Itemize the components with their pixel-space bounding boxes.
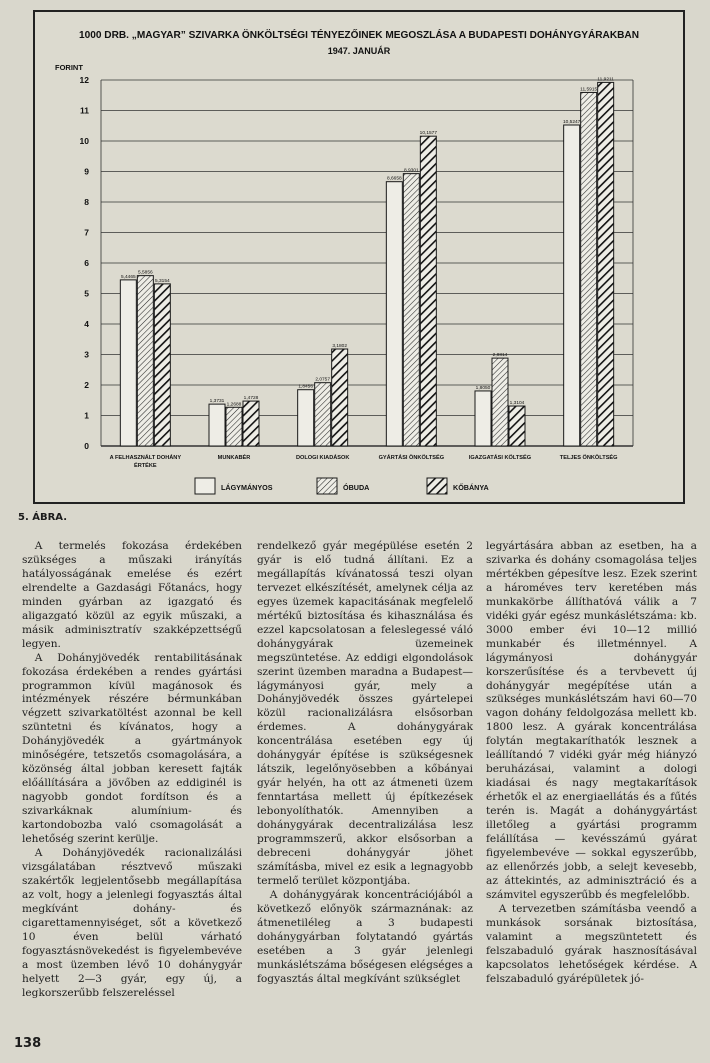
- data-label: 1,2688: [226, 402, 242, 408]
- data-label: 8,6658: [386, 176, 402, 182]
- data-label: 11,9211: [597, 77, 614, 83]
- bar: [226, 407, 242, 446]
- y-tick-label: 2: [84, 380, 89, 390]
- category-label: DOLOGI KIADÁSOK: [295, 455, 350, 461]
- bar: [154, 284, 170, 446]
- data-label: 5,5856: [137, 270, 153, 276]
- legend-label: LÁGYMÁNYOS: [221, 483, 273, 492]
- legend-swatch: [195, 478, 215, 494]
- data-label: 3,1802: [332, 344, 348, 350]
- bar: [564, 125, 580, 446]
- bar: [598, 82, 614, 446]
- paragraph: A termelés fokozása érdekében szükséges a műszaki irányítás hatályosságának emelése és ezért elrendelte a Gazdasági Főtanács, hogy minden gyárban az igazgató és aligazgató közül az egyik műszaki, a másik adminisztratív szakképzettségű legyen.: [22, 540, 242, 650]
- bar-chart: [35, 12, 683, 502]
- bar: [581, 92, 597, 446]
- y-tick-label: 7: [84, 227, 89, 238]
- y-tick-label: 0: [84, 441, 89, 451]
- bar: [209, 404, 225, 446]
- data-label: 2,0757: [315, 377, 331, 383]
- data-label: 1,3731: [209, 399, 225, 405]
- paragraph: A Dohányjövedék rentabilitásának fokozása érdekében a rendes gyártási programmon kívül magánosok és intézmények részére bérmunkában végzett szivarkatöltést azonnal be kell szüntetni és kívánatos, hogy a Dohányjövedék a gyártmányok minőségére, tetszetős csomagolására, a közönség által jobban keresett fajták előállítására a jövőben az eddiginél is nagyobb gondot fordítson és a szivarkáknak alumínium- és kartondobozba való csomagolását a lehetőség szerint kerülje.: [22, 651, 242, 846]
- category-label: A FELHASZNÁLT DOHÁNY: [109, 455, 182, 461]
- category-label: GYÁRTÁSI ÖNKÖLTSÉG: [378, 455, 445, 461]
- data-label: 11,5915: [580, 87, 598, 93]
- data-label: 1,8456: [298, 384, 314, 390]
- text-column-1: [22, 540, 242, 1000]
- y-tick-label: 3: [84, 349, 89, 360]
- paragraph: A dohánygyárak koncentrációjából a következő előnyök származnának: az átmenetiléleg a 3 budapesti dohánygyárban folytatandó gyártás esetében a 3 gyár jelenlegi munkáslétszáma bőségesen elégséges a fogyasztás által megkívánt szükséglet: [257, 888, 473, 985]
- data-label: 2,8814: [492, 353, 508, 359]
- figure-caption: 5. ÁBRA.: [18, 512, 68, 523]
- y-tick-label: 9: [84, 166, 89, 177]
- chart-title: 1000 DRB. „MAGYAR” SZIVARKA ÖNKÖLTSÉGI TÉNYEZŐINEK MEGOSZLÁSA A BUDAPESTI DOHÁNYGYÁRAKBAN: [79, 30, 644, 41]
- y-tick-label: 1: [84, 410, 89, 421]
- data-label: 10,5247: [562, 119, 581, 125]
- data-label: 10,1577: [419, 131, 438, 137]
- paragraph: A Dohányjövedék racionalizálási vizsgálatában résztvevő műszaki szakértők legjelentősebb megállapítása az volt, hogy a jelenlegi fogyasztás által megkívánt dohány- és cigarettamennyiséget, sőt a következő 10 éven belül várható fogyasztásnövekedést is figyelembevéve a most üzemben lévő 10 dohánygyár helyett 2—3 gyár, egy új, a legkorszerűbb felszereléssel: [22, 846, 242, 999]
- category-label: ÉRTÉKE: [133, 463, 157, 469]
- legend-swatch: [427, 478, 447, 494]
- y-tick-label: 11: [80, 105, 89, 116]
- legend-label: ÓBUDA: [343, 483, 370, 492]
- category-label: TELJES ÖNKÖLTSÉG: [559, 455, 618, 461]
- bar: [332, 349, 348, 446]
- bar: [137, 276, 153, 446]
- data-label: 1,3104: [509, 401, 525, 407]
- y-tick-label: 8: [84, 197, 89, 207]
- y-tick-label: 6: [84, 258, 89, 268]
- page-number: 138: [14, 1036, 42, 1051]
- y-tick-label: 10: [79, 136, 89, 146]
- bar: [492, 358, 508, 446]
- chart-subtitle: 1947. JANUÁR: [327, 46, 391, 56]
- bar: [403, 174, 419, 446]
- figure-frame: [33, 10, 685, 504]
- bar: [315, 383, 331, 446]
- legend-label: KŐBÁNYA: [453, 483, 489, 492]
- y-axis-label: FORINT: [55, 63, 83, 72]
- y-tick-label: 4: [84, 319, 89, 329]
- data-label: 8,9301: [403, 168, 419, 174]
- legend-swatch: [317, 478, 337, 494]
- bar: [298, 390, 314, 446]
- data-label: 5,3154: [154, 278, 170, 284]
- bar: [420, 136, 436, 446]
- data-label: 1,8050: [475, 385, 491, 391]
- text-column-3: [486, 540, 697, 987]
- paragraph: A tervezetben számításba veendő a munkások sorsának biztosítása, valamint a megszüntetett és felszabaduló gyárak hasznosításával kapcsolatos lehetőségek kérdése. A felszabaduló gyárépületek jó-: [486, 902, 697, 985]
- bar: [509, 406, 525, 446]
- category-label: MUNKABÉR: [217, 455, 251, 461]
- text-column-2: [257, 540, 473, 987]
- data-label: 1,4728: [243, 396, 259, 402]
- paragraph: legyártására abban az esetben, ha a szivarka és dohány csomagolása teljes mértékben gépesítve lesz. Ezek szerint a hároméves terv keretében más munkakörbe állíthatóvá válik a 7 vidéki gyár egész munkáslétszáma: kb. 3000 ember évi 10—12 millió munkabér és illetménnyel. A lágymányosi dohánygyár korszerűsítése és a tervbevett új dohánygyár megépítése után a szükséges munkáslétszám havi 60—70 vagon dohány feldolgozása mellett kb. 1800 lesz. A gyárak koncentrálása folytán megtakaríthatók lesznek a leállítandó 7 vidéki gyár még hiányzó beruházásai, valamint a dologi kiadásai és nagy megtakarítások érhetők el az energiaellátás és a fűtés terén is. Magát a dohánygyártást illetőleg a gyártási programm felállítása — kevésszámú gyárat figyelembevéve — sokkal egyszerűbb, az ellenőrzés jobb, a selejt kevesebb, az áttekintés, az adminisztráció és a számvitel egyszerűbb és megfelelőbb.: [486, 540, 697, 901]
- bar: [120, 280, 136, 446]
- paragraph: rendelkező gyár megépülése esetén 2 gyár is elő tudná állítani. Ez a megállapítás kívánatossá teszi olyan tervezet elkészítését, amelynek célja az egyes üzemek kapacitásának megfelelő mértékű biztosítása és kihasználása és ezzel kapcsolatosan a feleslegessé váló dohánygyárak üzemeinek megszüntetése. Az eddigi elgondolások szerint üzemben maradna a Budapest—lágymányosi gyár, mely a Dohányjövedék összes gyártelepei közül racionalizálásra elsősorban érdemes. A dohánygyárak koncentrálása esetében egy új dohánygyár építése is szükségesnek látszik, legelőnyösebben a kőbányai gyár helyén, ha ott az átmeneti üzem fenntartása mellett új építkezések lebonyolíthatók. Amennyiben a dohánygyárak decentralizálása lesz programmszerű, akkor elsősorban a debreceni dohánygyár jöhet számításba, mivel ez esik a legnagyobb termelő terület központjába.: [257, 540, 473, 887]
- category-label: IGAZGATÁSI KÖLTSÉG: [468, 455, 532, 461]
- bar: [475, 391, 491, 446]
- y-tick-label: 12: [79, 75, 89, 85]
- y-tick-label: 5: [84, 288, 89, 299]
- bar: [243, 401, 259, 446]
- bar: [386, 182, 402, 446]
- data-label: 5,4465: [120, 274, 136, 280]
